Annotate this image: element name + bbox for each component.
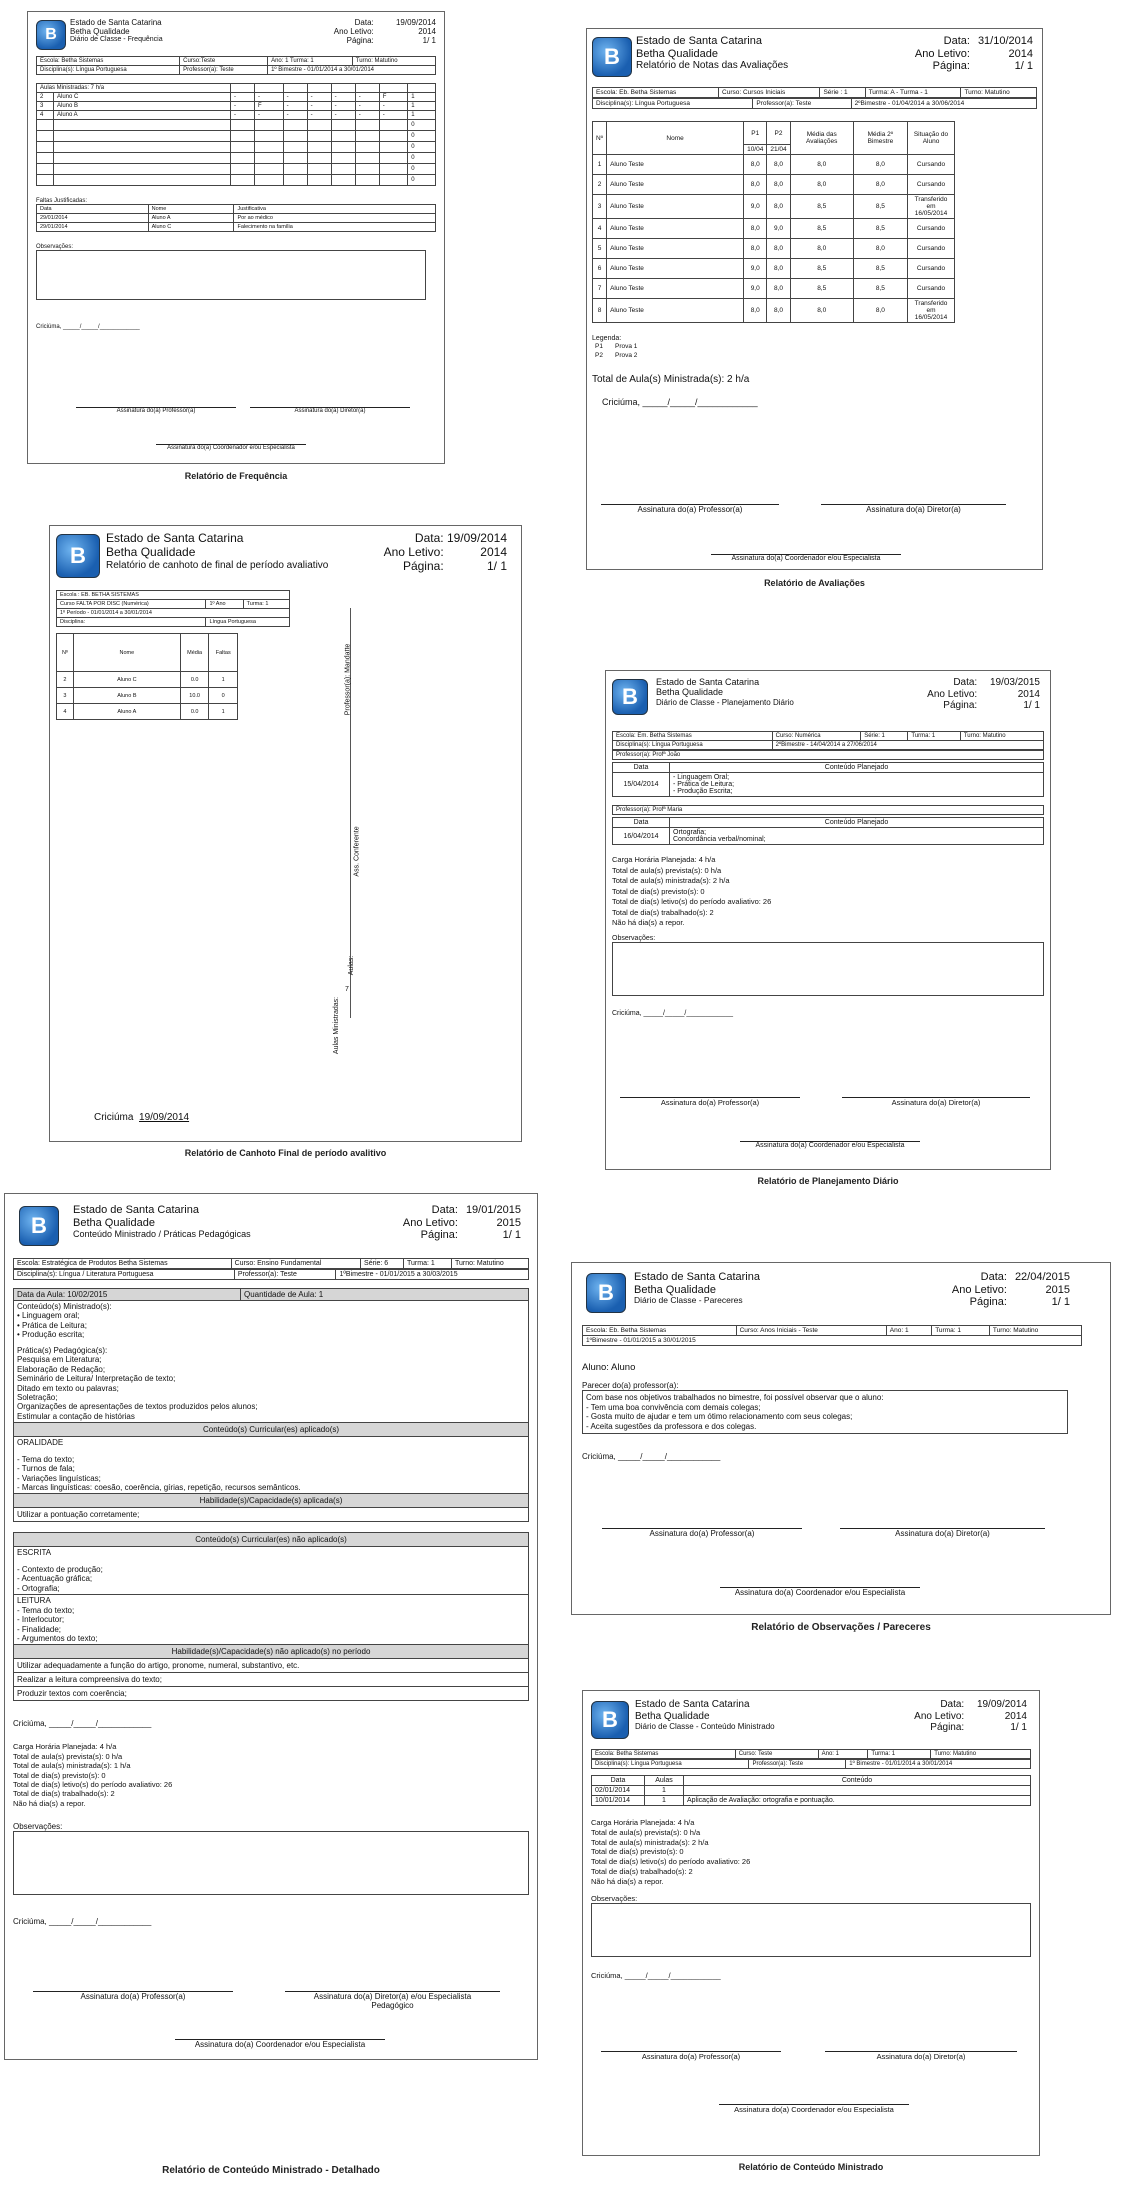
sig-coordenador: Assinatura do(a) Coordenador e/ou Especialista	[719, 2104, 909, 2114]
plan-page	[605, 670, 1051, 1170]
escrita-block: ESCRITA - Contexto de produção; - Acentuação gráfica; - Ortografia;	[14, 1547, 528, 1595]
table-row: 29/01/2014 Aluno C Falecimento na família	[37, 223, 436, 232]
betha-label: Betha Qualidade	[656, 687, 724, 698]
betha-logo-icon: B	[612, 679, 648, 715]
pagina-value: 1/ 1	[1051, 1296, 1070, 1309]
ano-value: 2014	[480, 544, 507, 559]
date-value: 19/09/2014	[395, 18, 436, 27]
report-title: Conteúdo Ministrado / Práticas Pedagógicas	[73, 1229, 251, 1240]
legenda-table: P1 Prova 1 P2 Prova 2	[595, 343, 638, 359]
report-title: Diário de Classe - Conteúdo Ministrado	[635, 1722, 775, 1731]
periodo-row: 1ºBimestre - 01/01/2015 a 30/01/2015	[582, 1336, 1082, 1346]
betha-label: Betha Qualidade	[106, 544, 196, 559]
periodo-cell: 1º Bimestre - 01/01/2014 a 30/01/2014	[268, 66, 436, 75]
table-row: 2 Aluno Teste 8,0 8,0 8,0 8,0 Cursando	[593, 175, 955, 195]
pagina-value: 1/ 1	[422, 36, 436, 46]
info-table-2: Disciplina(s): Língua Portuguesa Professor(a): Teste 2ºBimestre - 01/04/2014 a 30/06/2014	[592, 98, 1037, 109]
ano-label: Ano Letivo:	[333, 27, 374, 37]
ano-label: Ano Letivo:	[927, 688, 978, 700]
data-label: Data:	[414, 531, 444, 545]
quantidade-aula: Quantidade de Aula: 1	[244, 1290, 324, 1299]
sig-coordenador: Assinatura do(a) Coordenador e/ou Especialista	[175, 2039, 385, 2049]
habilidade-aplicada: Utilizar a pontuação corretamente;	[17, 1510, 140, 1520]
data-label: Data:	[431, 1204, 458, 1216]
info-table: Escola: Em. Betha Sistemas Curso: Numérica Série: 1 Turma: 1 Turno: Matutino Disciplina(s): Língua Portuguesa 2ºBimestre - 14/04/2014 a 27/06/2014	[612, 731, 1044, 750]
sig-diretor: Assinatura do(a) Diretor(a)	[250, 407, 410, 414]
par-page	[571, 1262, 1111, 1615]
caption-planejamento: Relatório de Planejamento Diário	[757, 1176, 899, 1186]
obs-label: Observações:	[591, 1894, 638, 1904]
table-row: 29/01/2014 Aluno A Por ao médico	[37, 214, 436, 223]
report-title: Diário de Classe - Planejamento Diário	[656, 697, 794, 707]
pagina-label: Página:	[930, 1722, 965, 1733]
sig-diretor: Assinatura do(a) Diretor(a)	[825, 2051, 1017, 2061]
date-value: 19/03/2015	[989, 677, 1040, 688]
table-row: 7 Aluno Teste 9,0 8,0 8,5 8,5 Cursando	[593, 279, 955, 299]
faltas-table: Data Nome Justificativa 29/01/2014 Aluno A Por ao médico 29/01/2014 Aluno C Falecimento na família	[36, 204, 436, 232]
table-row: 2 Aluno C - - - - - - F 1	[37, 93, 436, 102]
info-table: Escola : EB. BETHA SISTEMAS Curso FALTA POR DISC (Numérica) 1º Ano Turma: 1 1º Período - 01/01/2014 a 30/01/2014 Disciplina: Língua Portuguesa	[56, 590, 290, 627]
obs-box	[36, 250, 426, 300]
date-value: 19/01/2015	[465, 1204, 521, 1216]
sig-diretor: Assinatura do(a) Diretor(a)	[821, 504, 1006, 514]
table-row: 3 Aluno B 10.0 0	[57, 688, 238, 704]
table-row: 0	[37, 175, 436, 186]
pagina-value: 1/ 1	[1014, 60, 1033, 73]
det-page	[4, 1193, 538, 2060]
caption-frequencia: Relatório de Frequência	[184, 471, 288, 481]
pagina-value: 1/ 1	[486, 558, 507, 573]
turma-cell: Ano: 1 Turma: 1	[268, 57, 353, 66]
criciuma-line: Criciúma, _____/_____/____________	[582, 1452, 721, 1462]
table-row: 0	[37, 164, 436, 175]
table-row: 4 Aluno A - - - - - - - 1	[37, 111, 436, 120]
ano-value: 2014	[1008, 47, 1033, 60]
table-row: 3 Aluno B - F - - - - - 1	[37, 102, 436, 111]
info-table: Escola: Betha Sistemas Curso: Teste Ano: 1 Turma: 1 Turno: Matutino	[591, 1749, 1031, 1759]
criciuma-line: Criciúma, _____/_____/____________	[13, 1719, 152, 1729]
data-label: Data:	[943, 35, 970, 47]
pagina-value: 1/ 1	[1010, 1722, 1027, 1733]
medias-table: Nº Nome Média Faltas 2 Aluno C 0.0 1 3 Aluno B 10.0 0 4 Aluno A 0.0 1	[56, 633, 238, 720]
ano-label: Ano Letivo:	[402, 1216, 458, 1229]
habilidade-nao-aplicada: Realizar a leitura compreensiva do texto;	[14, 1673, 528, 1687]
professor-vertical: Professor(a): Mandatte	[344, 643, 352, 716]
canhoto-page	[49, 525, 522, 1142]
pagina-value: 1/ 1	[502, 1229, 521, 1242]
conteudo-ministrado-block: Conteúdo(s) Ministrado(s): • Linguagem oral; • Prática de Leitura; • Produção escrita; Prática(s) Pedagógica(s): Pesquisa em Literatura; Elaboração de Redação; Seminário de Leitura/ Interpretação de texto; Ditado em texto ou palavras; Soletração; Organizações de apresentações de textos produzidos pelos alunos; Estimular a contação de histórias	[17, 1302, 258, 1421]
criciuma-line: Criciúma, _____/_____/____________	[602, 397, 758, 407]
pagina-value: 1/ 1	[1023, 700, 1040, 711]
sig-coordenador: Assinatura do(a) Coordenador e/ou Especialista	[711, 554, 901, 562]
report-title: Relatório de canhoto de final de período avaliativo	[106, 559, 329, 571]
notas-table: Nº Nome P1 P2 Média das Avaliações Média 2º Bimestre Situação do Aluno 10/04 21/04 1 Aluno Teste 8,0 8,0 8,0 8,0 Cursando 2 Aluno Teste 8,0 8,0 8,0 8,0 Cursando 3 Aluno Teste 9,0 8,0 8,5 8,5 Transferido em 16/05/2014 4 Aluno Teste 8,0 9,0 8,5 8,5 Cursando 5 Aluno Teste 8,0 8,0 8,0 8,0 Cursando 6 Aluno Teste 9,0 8,0 8,5 8,5 Cursando 7 Aluno Teste 9,0 8,0 8,5 8,5 Cursando 8 Aluno Teste 8,0 8,0 8,0 8,0 Transferido em 16/05/2014	[592, 121, 955, 323]
escola-cell: Escola: Betha Sistemas	[37, 57, 180, 66]
sig-diretor: Assinatura do(a) Diretor(a)	[842, 1097, 1030, 1107]
table-row: 4 Aluno A 0.0 1	[57, 704, 238, 720]
aluno-label: Aluno: Aluno	[582, 1362, 636, 1373]
estado-label: Estado de Santa Catarina	[73, 1204, 199, 1216]
estado-label: Estado de Santa Catarina	[656, 677, 760, 687]
faltas-title: Faltas Justificadas:	[36, 198, 88, 204]
betha-label: Betha Qualidade	[73, 1216, 155, 1229]
caption-detalhado: Relatório de Conteúdo Ministrado - Detalhado	[162, 2165, 380, 2176]
estado-label: Estado de Santa Catarina	[635, 1699, 750, 1710]
ano-label: Ano Letivo:	[383, 544, 444, 559]
date-value: 22/04/2015	[1014, 1271, 1070, 1283]
estado-label: Estado de Santa Catarina	[634, 1271, 760, 1283]
betha-label: Betha Qualidade	[636, 47, 718, 60]
obs-box	[591, 1903, 1031, 1957]
criciuma-line: Criciúma, _____/_____/____________	[591, 1971, 721, 1981]
professor-cell: Professor(a): Teste	[180, 66, 268, 75]
pagina-label: Página:	[969, 1296, 1007, 1309]
aulas-ministradas-value: 7	[345, 986, 349, 993]
sig-professor: Assinatura do(a) Professor(a)	[601, 2051, 781, 2061]
leitura-block: LEITURA - Tema do texto; - Interlocutor; - Finalidade; - Argumentos do texto;	[17, 1596, 98, 1643]
betha-logo-icon: B	[36, 20, 66, 50]
info-table-2: Disciplina(s): Língua Portuguesa Professor(a): Teste 1º Bimestre - 01/01/2014 a 30/01/2014	[591, 1759, 1031, 1769]
data-label: Data:	[953, 677, 978, 688]
info-table-2: Disciplina(s): Língua / Literatura Portuguesa Professor(a): Teste 1ºBimestre - 01/01/2015 a 30/03/2015	[13, 1269, 529, 1280]
pagina-label: Página:	[346, 36, 374, 46]
info-table: Escola: Estratégica de Produtos Betha Sistemas Curso: Ensino Fundamental Série: 6 Turma: 1 Turno: Matutino	[13, 1258, 529, 1269]
curricular-aplicado-block: ORALIDADE - Tema do texto; - Turnos de fala; - Variações linguísticas; - Marcas linguísticas: coesão, coerência, gírias, repetição, recursos semânticos.	[17, 1438, 301, 1492]
parecer-label: Parecer do(a) professor(a):	[582, 1381, 679, 1390]
date-value: 19/09/2014	[446, 531, 507, 545]
stats-block: Carga Horária Planejada: 4 h/a Total de aula(s) prevista(s): 0 h/a Total de aula(s) ministrada(s): 2 h/a Total de dia(s) previsto(s): 0 Total de dia(s) letivo(s) do período avaliativo: 26 Total de dia(s) trabalhado(s): 2 Não há dia(s) a repor.	[591, 1818, 751, 1886]
table-row: 6 Aluno Teste 9,0 8,0 8,5 8,5 Cursando	[593, 259, 955, 279]
section-header: Habilidade(s)/Capacidade(s) não aplicado(s) no período	[14, 1644, 528, 1659]
caption-conteudo-ministrado: Relatório de Conteúdo Ministrado	[738, 2162, 884, 2172]
data-label: Data:	[940, 1699, 965, 1710]
obs-label: Observações:	[36, 244, 74, 250]
ano-value: 2014	[1004, 1710, 1027, 1722]
sig-professor: Assinatura do(a) Professor(a)	[601, 504, 779, 514]
sig-diretor: Assinatura do(a) Diretor(a) e/ou Especialista Pedagógico	[285, 1991, 500, 2010]
table-row: 0	[37, 142, 436, 153]
data-label: Data:	[354, 18, 374, 27]
professor-row: Professor(a): Profª João	[612, 750, 1044, 760]
caption-avaliacoes: Relatório de Avaliações	[764, 578, 865, 588]
estado-label: Estado de Santa Catarina	[636, 35, 762, 47]
curso-cell: Curso:Teste	[180, 57, 268, 66]
parecer-box: Com base nos objetivos trabalhados no bimestre, foi possível observar que o aluno: - Tem uma boa convivência com demais colegas; - Gosta muito de ajudar e tem um ótimo relacionamento com seus colegas; - Aceita sugestões da professora e dos colegas.	[582, 1390, 1068, 1434]
table-row: 10/01/2014 1 Aplicação de Avaliação: ortografia e pontuação.	[592, 1796, 1031, 1806]
detail-box-2	[13, 1532, 529, 1701]
betha-logo-icon: B	[19, 1206, 59, 1246]
sig-coordenador: Assinatura do(a) Coordenador e/ou Especialista	[156, 444, 306, 451]
betha-label: Betha Qualidade	[634, 1283, 716, 1296]
info-table: Escola: Eb. Betha Sistemas Curso: Cursos Iniciais Série : 1 Turma: A - Turma - 1 Turno: Matutino	[592, 87, 1037, 98]
date-value: 19/09/2014	[976, 1699, 1027, 1710]
report-title: Diário de Classe - Pareceres	[634, 1295, 743, 1306]
table-row: 15/04/2014 - Linguagem Oral; - Prática de Leitura; - Produção Escrita;	[613, 773, 1044, 797]
report-title: Diário de Classe - Frequência	[70, 36, 163, 44]
table-row: 1 Aluno Teste 8,0 8,0 8,0 8,0 Cursando	[593, 155, 955, 175]
stats-block: Carga Horária Planejada: 4 h/a Total de aula(s) prevista(s): 0 h/a Total de aula(s) ministrada(s): 1 h/a Total de dia(s) previsto(s): 0 Total de dia(s) letivo(s) do período avaliativo: 26 Total de dia(s) trabalhado(s): 2 Não há dia(s) a repor.	[13, 1742, 173, 1808]
freq-page	[27, 11, 445, 464]
obs-label: Observações:	[13, 1822, 63, 1831]
table-row: 5 Aluno Teste 8,0 8,0 8,0 8,0 Cursando	[593, 239, 955, 259]
stats-block: Carga Horária Planejada: 4 h/a Total de aula(s) prevista(s): 0 h/a Total de aula(s) ministrada(s): 2 h/a Total de dia(s) previsto(s): 0 Total de dia(s) letivo(s) do período avaliativo: 26 Total de dia(s) trabalhado(s): 2 Não há dia(s) a repor.	[612, 855, 772, 927]
ano-label: Ano Letivo:	[951, 1283, 1007, 1296]
criciuma-date: 19/09/2014	[139, 1112, 190, 1123]
table-row: 8 Aluno Teste 8,0 8,0 8,0 8,0 Transferido em 16/05/2014	[593, 299, 955, 323]
section-header: Habilidade(s)/Capacidade(s) aplicada(s)	[14, 1493, 528, 1508]
betha-logo-icon: B	[586, 1273, 626, 1313]
sig-professor: Assinatura do(a) Professor(a)	[620, 1097, 800, 1107]
obs-box	[612, 942, 1044, 996]
habilidade-nao-aplicada: Produzir textos com coerência;	[17, 1689, 127, 1699]
sig-coordenador: Assinatura do(a) Coordenador e/ou Especialista	[740, 1141, 920, 1149]
betha-logo-icon: B	[592, 37, 632, 77]
pagina-label: Página:	[943, 700, 978, 711]
table-row: 0	[37, 131, 436, 142]
professor-row-2: Professor(a): Profª Maria	[612, 805, 1044, 815]
frequencia-table	[36, 83, 436, 186]
ano-label: Ano Letivo:	[914, 1710, 965, 1722]
ano-value: 2014	[1017, 688, 1040, 700]
plan-table-2: Data Conteúdo Planejado 16/04/2014 Ortografia; Concordância verbal/nominal;	[612, 817, 1044, 845]
info-table: Escola: Eb. Betha Sistemas Curso: Anos Iniciais - Teste Ano: 1 Turma: 1 Turno: Matutino	[582, 1325, 1082, 1336]
table-row: 02/01/2014 1	[592, 1786, 1031, 1796]
aulas-ministradas-vertical: Aulas Ministradas:	[333, 996, 341, 1055]
section-header: Conteúdo(s) Curricular(es) não aplicado(s)	[14, 1533, 528, 1547]
ano-value: 2015	[496, 1216, 521, 1229]
legenda-label: Legenda:	[592, 335, 622, 342]
ano-value: 2014	[418, 27, 436, 37]
table-row: 4 Aluno Teste 8,0 9,0 8,5 8,5 Cursando	[593, 219, 955, 239]
conteudo-table: Data Aulas Conteúdo 02/01/2014 1 10/01/2014 1 Aplicação de Avaliação: ortografia e pontuação.	[591, 1775, 1031, 1806]
caption-pareceres: Relatório de Observações / Pareceres	[751, 1622, 931, 1633]
info-table	[36, 56, 436, 75]
criciuma-footer: Criciúma 19/09/2014	[94, 1112, 190, 1123]
table-row: 16/04/2014 Ortografia; Concordância verbal/nominal;	[613, 828, 1044, 845]
sig-diretor: Assinatura do(a) Diretor(a)	[840, 1528, 1045, 1538]
turno-cell: Turno: Matutino	[352, 57, 435, 66]
sig-professor: Assinatura do(a) Professor(a)	[602, 1528, 802, 1538]
aulas-vertical: Aulas:	[348, 955, 356, 976]
betha-label: Betha Qualidade	[70, 27, 130, 37]
estado-label: Estado de Santa Catarina	[70, 18, 162, 27]
sig-professor: Assinatura do(a) Professor(a)	[76, 407, 236, 414]
total-aulas: Total de Aula(s) Ministrada(s): 2 h/a	[592, 374, 750, 385]
betha-label: Betha Qualidade	[635, 1710, 710, 1722]
data-aula: Data da Aula: 10/02/2015	[14, 1289, 241, 1300]
sig-coordenador: Assinatura do(a) Coordenador e/ou Especialista	[720, 1587, 920, 1597]
criciuma-line: Criciúma, _____/_____/____________	[612, 1009, 734, 1017]
data-label: Data:	[980, 1271, 1007, 1283]
habilidade-nao-aplicada: Utilizar adequadamente a função do artigo, pronome, numeral, substantivo, etc.	[14, 1659, 528, 1673]
aulas-ministradas-label: Aulas Ministradas: 7 h/a	[37, 84, 231, 93]
detail-box	[13, 1288, 529, 1522]
section-header: Conteúdo(s) Curricular(es) aplicado(s)	[14, 1422, 528, 1437]
pagina-label: Página:	[932, 60, 970, 73]
plan-table-1: Data Conteúdo Planejado 15/04/2014 - Linguagem Oral; - Prática de Leitura; - Produção Escrita;	[612, 762, 1044, 797]
date-value: 31/10/2014	[977, 35, 1033, 47]
pagina-label: Página:	[420, 1229, 458, 1242]
table-row: 0	[37, 120, 436, 131]
cm-page	[582, 1690, 1040, 2156]
table-row: 2 Aluno C 0.0 1	[57, 672, 238, 688]
report-title: Relatório de Notas das Avaliações	[636, 60, 789, 72]
ano-label: Ano Letivo:	[914, 47, 970, 60]
criciuma-line-2: Criciúma, _____/_____/____________	[13, 1917, 152, 1926]
table-row: 0	[37, 153, 436, 164]
caption-canhoto: Relatório de Canhoto Final de período avalitivo	[184, 1148, 387, 1158]
betha-logo-icon: B	[591, 1701, 629, 1739]
estado-label: Estado de Santa Catarina	[106, 531, 244, 545]
obs-box	[13, 1831, 529, 1895]
sig-professor: Assinatura do(a) Professor(a)	[33, 1991, 233, 2001]
obs-label: Observações:	[612, 934, 656, 942]
pagina-label: Página:	[402, 558, 444, 573]
betha-logo-icon: B	[56, 534, 100, 578]
table-row: 3 Aluno Teste 9,0 8,0 8,5 8,5 Transferido em 16/05/2014	[593, 195, 955, 219]
aval-page	[586, 28, 1043, 570]
disciplina-cell: Disciplina(s): Língua Portuguesa	[37, 66, 180, 75]
ano-value: 2015	[1045, 1283, 1070, 1296]
criciuma-line: Criciúma, _____/_____/____________	[36, 324, 140, 330]
conferente-vertical: Ass. Conferente	[353, 826, 361, 877]
